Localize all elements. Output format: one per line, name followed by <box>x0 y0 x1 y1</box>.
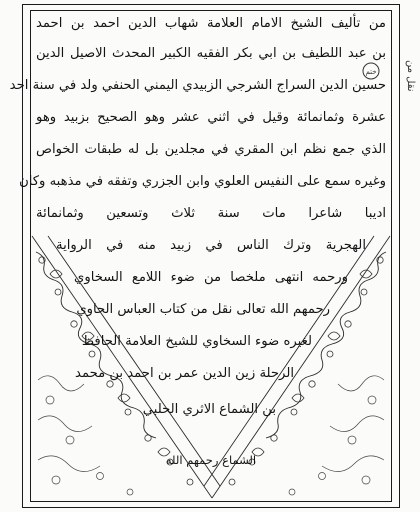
text-line-7: اديبا شاعرا مات سنة ثلاث وتسعين وثمانمائة <box>36 206 386 221</box>
text-line-3: حسين الدين السراج الشرجي الزبيدي اليمني الحنفي ولد في سنة احد <box>9 78 386 93</box>
text-line-4: عشرة وثمانمائة وقيل في اثني عشر وهو الصحيح بزبيد وهو <box>36 110 386 125</box>
text-line-1: من تأليف الشيخ الامام العلامة شهاب الدين احمد بن احمد <box>36 16 386 31</box>
manuscript-text-block <box>9 10 386 500</box>
text-line-13: بن الشماع الاثري الحلبي <box>142 402 276 417</box>
seal-text: ختم <box>365 68 377 76</box>
ink-stamp-icon <box>360 60 382 82</box>
text-line-8: الهجرية وترك الناس في زبيد منه في الرواية <box>56 238 366 253</box>
text-line-10: رحمهم الله تعالى نقل من كتاب العباس الحاوي <box>76 302 330 317</box>
margin-note: نقل من <box>405 60 416 92</box>
text-line-11: لغيره ضوء السخاوي للشيخ العلامة الحافظ <box>81 334 312 349</box>
text-line-6: وغيره سمع على النفيس العلوي وابن الجزري وتفقه في مذهبه وكان <box>19 174 386 189</box>
text-line-2: بن عبد اللطيف بن ابي بكر الفقيه الكبير المحدث الاصيل الدين <box>36 46 386 61</box>
text-line-5: الذي جمع نظم ابن المقري في مجلدين بل له طبقات الخواص <box>36 142 386 157</box>
text-line-14: الشماع رحمهم الله <box>165 453 257 467</box>
text-line-12: الرحلة زين الدين عمر بن احمد بن محمد <box>75 366 294 381</box>
text-line-9: ورحمه انتهى ملخصا من ضوء اللامع السخاوي <box>74 270 348 285</box>
